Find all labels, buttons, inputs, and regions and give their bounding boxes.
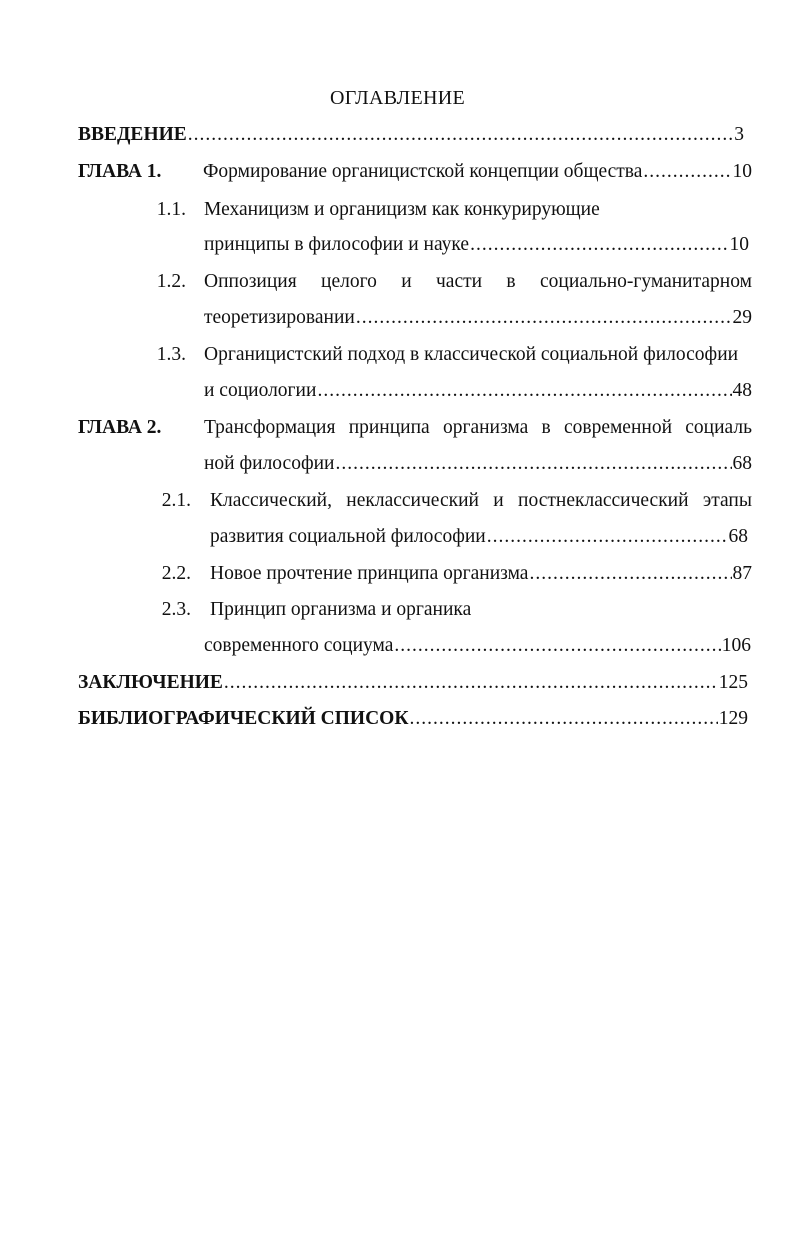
section-1-2-title-line2: теоретизировании xyxy=(204,307,355,328)
section-1-3-page: 48 xyxy=(732,380,752,401)
toc-leader-dots xyxy=(317,379,731,403)
section-2-2-number: 2.2. xyxy=(161,563,191,584)
word: в xyxy=(506,271,516,292)
toc-entry-chapter1 xyxy=(203,160,752,184)
word: современной xyxy=(563,417,673,438)
toc-entry-bibliography xyxy=(78,707,748,731)
toc-entry-section-1-2 xyxy=(204,306,752,330)
toc-entry-section-1-3 xyxy=(204,379,752,403)
toc-entry-conclusion xyxy=(78,671,748,695)
toc-leader-dots xyxy=(643,160,731,184)
section-2-1-number: 2.1. xyxy=(161,490,191,511)
chapter2-title-line2: ной философии xyxy=(204,453,335,474)
toc-leader-dots xyxy=(470,233,728,257)
toc-bibliography-label: БИБЛИОГРАФИЧЕСКИЙ СПИСОК xyxy=(78,708,409,729)
toc-leader-dots xyxy=(487,525,728,549)
chapter1-label: ГЛАВА 1. xyxy=(78,161,162,182)
toc-leader-dots xyxy=(529,562,731,586)
section-1-1-title-line2: принципы в философии и науке xyxy=(204,234,470,255)
word: и xyxy=(401,271,412,292)
toc-entry-section-1-1 xyxy=(204,233,749,257)
section-1-3-number: 1.3. xyxy=(156,344,186,365)
word: неклассический xyxy=(346,490,479,511)
toc-entry-section-2-3 xyxy=(204,634,751,658)
toc-intro-page: 3 xyxy=(734,124,744,145)
word: Трансформация xyxy=(204,417,336,438)
word: этапы xyxy=(702,490,752,511)
toc-entry-intro xyxy=(78,123,744,147)
toc-bibliography-page: 129 xyxy=(718,708,748,729)
section-1-1-number: 1.1. xyxy=(156,199,186,220)
section-2-1-title-line1 xyxy=(210,489,752,513)
toc-conclusion-label: ЗАКЛЮЧЕНИЕ xyxy=(78,672,223,693)
word: социаль xyxy=(685,417,752,438)
chapter2-label: ГЛАВА 2. xyxy=(78,417,162,438)
toc-intro-label: ВВЕДЕНИЕ xyxy=(78,124,187,145)
section-1-3-title-line1: Органицистский подход в классической социальной философии xyxy=(204,344,739,365)
section-2-2-title: Новое прочтение принципа организма xyxy=(210,563,529,584)
section-1-1-page: 10 xyxy=(729,234,749,255)
section-1-3-title-line2: и социологии xyxy=(204,380,317,401)
page-title: ОГЛАВЛЕНИЕ xyxy=(330,87,465,109)
word: целого xyxy=(321,271,377,292)
toc-entry-chapter2 xyxy=(204,452,752,476)
section-1-2-page: 29 xyxy=(732,307,752,328)
word: постнеклассический xyxy=(518,490,689,511)
section-1-2-title-line1 xyxy=(204,270,752,294)
toc-conclusion-page: 125 xyxy=(718,672,748,693)
section-2-3-page: 106 xyxy=(721,635,751,656)
toc-entry-section-2-2 xyxy=(210,562,752,586)
section-2-2-page: 87 xyxy=(732,563,752,584)
toc-leader-dots xyxy=(394,634,720,658)
section-2-3-title-line1: Принцип организма и органика xyxy=(210,599,472,620)
section-2-3-number: 2.3. xyxy=(161,599,191,620)
word: части xyxy=(436,271,483,292)
chapter2-page: 68 xyxy=(732,453,752,474)
word: организма xyxy=(442,417,529,438)
chapter2-title-line1 xyxy=(204,416,752,440)
section-2-3-title-line2: современного социума xyxy=(204,635,394,656)
word: Классический, xyxy=(210,490,332,511)
toc-leader-dots xyxy=(356,306,732,330)
word: принципа xyxy=(348,417,430,438)
toc-leader-dots xyxy=(224,671,718,695)
toc-leader-dots xyxy=(188,123,733,147)
toc-leader-dots xyxy=(409,707,717,731)
section-2-1-title-line2: развития социальной философии xyxy=(210,526,486,547)
chapter1-page: 10 xyxy=(732,161,752,182)
toc-entry-section-2-1 xyxy=(210,525,748,549)
word: в xyxy=(541,417,551,438)
word: и xyxy=(493,490,504,511)
word: социально-гуманитарном xyxy=(539,271,752,292)
section-2-1-page: 68 xyxy=(728,526,748,547)
chapter1-title: Формирование органицистской концепции общества xyxy=(203,161,643,182)
word: Оппозиция xyxy=(204,271,297,292)
section-1-1-title-line1: Механицизм и органицизм как конкурирующие xyxy=(204,199,600,220)
section-1-2-number: 1.2. xyxy=(156,271,186,292)
toc-leader-dots xyxy=(335,452,731,476)
